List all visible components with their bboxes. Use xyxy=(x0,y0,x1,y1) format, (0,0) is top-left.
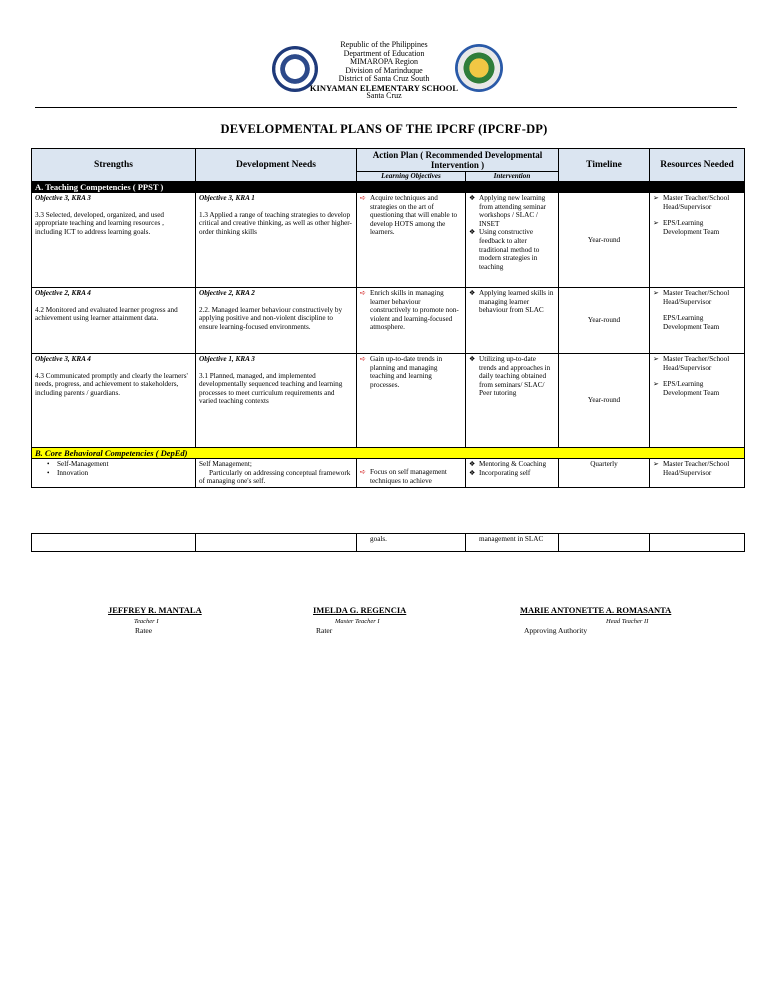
objective-cell xyxy=(357,288,466,354)
ratee-name: JEFFREY R. MANTALA xyxy=(108,605,202,615)
list-item xyxy=(653,460,741,477)
header-divider xyxy=(35,107,737,108)
list-item xyxy=(653,355,741,372)
dot-bullet-icon: • xyxy=(47,468,50,477)
need-objective: Objective 3, KRA 1 xyxy=(199,194,255,202)
list-item xyxy=(653,219,741,236)
intervention-text: Applying new learning from attending seminar workshops / SLAC / INSET xyxy=(479,194,547,228)
objective-text: Focus on self management techniques to achieve xyxy=(370,468,447,485)
arrowhead-bullet-icon: ➢ xyxy=(653,460,659,468)
timeline-cell xyxy=(559,534,650,552)
need-text: Particularly on addressing conceptual framework of managing one's self. xyxy=(199,468,351,486)
list-item xyxy=(469,228,555,271)
objective-text: Enrich skills in managing learner behaviour constructively to promote non-violent and learning-focused atmosphere. xyxy=(370,289,459,332)
resource-text: EPS/Learning Development Team xyxy=(663,219,720,236)
continuation-table xyxy=(31,533,745,552)
timeline-cell: Year-round xyxy=(559,193,650,288)
intervention-text: Incorporating self xyxy=(479,468,531,477)
resource-text: Master Teacher/School Head/Supervisor xyxy=(663,289,730,306)
list-item xyxy=(360,194,462,237)
objective-text: Acquire techniques and strategies on the art of questioning that will enable to develop HOTS among the learners. xyxy=(370,194,458,237)
timeline-cell: Year-round xyxy=(559,288,650,354)
school-name: KINYAMAN ELEMENTARY SCHOOL xyxy=(309,82,459,93)
resource-text: EPS/Learning Development Team xyxy=(663,314,720,331)
list-item xyxy=(360,468,462,485)
list-item xyxy=(47,460,192,469)
objective-cell: goals. xyxy=(357,534,466,552)
objective-cell xyxy=(357,354,466,448)
strength-text: 3.3 Selected, developed, organized, and used appropriate teaching and learning resources , including ICT to address learning goals. xyxy=(35,210,164,236)
list-item xyxy=(469,194,555,228)
intervention-text: Using constructive feedback to alter traditional method to modern strategies in teaching xyxy=(479,228,540,271)
resources-cell xyxy=(650,534,745,552)
intervention-cell xyxy=(466,459,559,488)
list-item xyxy=(360,355,462,389)
page-title: DEVELOPMENTAL PLANS OF THE IPCRF (IPCRF-DP) xyxy=(220,122,548,136)
ratee-position: Teacher I xyxy=(134,618,159,625)
resources-cell xyxy=(650,288,745,354)
dot-bullet-icon: • xyxy=(47,460,50,468)
table-row xyxy=(32,534,745,552)
approver-name: MARIE ANTONETTE A. ROMASANTA xyxy=(520,605,672,615)
need-objective: Objective 2, KRA 2 xyxy=(199,289,255,297)
objective-cell xyxy=(357,459,466,488)
col-intervention: Intervention xyxy=(466,172,559,182)
need-cell xyxy=(196,193,357,288)
arrowhead-bullet-icon: ➢ xyxy=(653,355,659,363)
need-title: Self Management; xyxy=(199,460,252,468)
table-row xyxy=(32,354,745,448)
intervention-text: Applying learned skills in managing learner behaviour from SLAC xyxy=(479,289,554,315)
resource-text: Master Teacher/School Head/Supervisor xyxy=(663,194,730,211)
table-row xyxy=(32,193,745,288)
strength-text: 4.3 Communicated promptly and clearly the learners' needs, progress, and achievement to stakeholders, including parents / guardians. xyxy=(35,371,188,397)
list-item xyxy=(360,289,462,332)
resources-cell xyxy=(650,354,745,448)
strength-cell xyxy=(32,459,196,488)
col-action-plan: Action Plan ( Recommended Developmental Intervention ) xyxy=(357,149,559,172)
need-cell xyxy=(196,354,357,448)
diamond-bullet-icon: ❖ xyxy=(469,289,476,297)
strength-objective: Objective 3, KRA 3 xyxy=(35,194,91,202)
col-learning-objectives: Learning Objectives xyxy=(357,172,466,182)
strength-text: Self-Management xyxy=(57,460,109,468)
section-teaching-competencies: A. Teaching Competencies ( PPST ) xyxy=(32,182,745,193)
table-row xyxy=(32,459,745,488)
need-cell xyxy=(196,534,357,552)
agency-header xyxy=(284,41,484,101)
strength-text: Innovation xyxy=(57,468,89,477)
resources-cell xyxy=(650,193,745,288)
timeline-cell: Year-round xyxy=(559,354,650,448)
strength-cell xyxy=(32,288,196,354)
town-name: Santa Cruz xyxy=(366,91,402,100)
list-item xyxy=(47,469,192,478)
resources-cell xyxy=(650,459,745,488)
ipcrf-dp-table xyxy=(31,148,745,488)
arrowhead-bullet-icon: ➢ xyxy=(653,219,659,228)
need-text: 3.1 Planned, managed, and implemented developmentally sequenced teaching and learning processes to meet curriculum requirements and varied teaching contexts xyxy=(199,371,343,406)
objective-cell xyxy=(357,193,466,288)
intervention-text: Utilizing up-to-date trends and approaches in daily teaching obtained from seminars/ SLAC/ Peer tutoring xyxy=(479,355,551,398)
resource-text: Master Teacher/School Head/Supervisor xyxy=(663,355,730,372)
section-core-behavioral-competencies: B. Core Behavioral Competencies ( DepEd) xyxy=(32,448,745,459)
list-item xyxy=(469,289,555,315)
resource-text: Master Teacher/School Head/Supervisor xyxy=(663,460,730,477)
approver-position: Head Teacher II xyxy=(606,618,649,625)
header-line: Republic of the Philippines xyxy=(340,40,428,49)
need-objective: Objective 1, KRA 3 xyxy=(199,355,255,363)
arrow-bullet-icon: ➪ xyxy=(360,355,366,363)
header-line: Department of Education xyxy=(343,48,425,58)
diamond-bullet-icon: ❖ xyxy=(469,460,476,468)
need-cell xyxy=(196,288,357,354)
timeline-cell: Quarterly xyxy=(559,459,650,488)
strength-text: 4.2 Monitored and evaluated learner progress and achievement using learner attainment data. xyxy=(35,305,178,323)
strength-cell xyxy=(32,193,196,288)
list-item xyxy=(653,380,741,397)
need-text: 1.3 Applied a range of teaching strategies to develop critical and creative thinking, as well as other higher-order thinking skills xyxy=(199,210,352,236)
arrowhead-bullet-icon: ➢ xyxy=(653,194,659,202)
list-item xyxy=(469,460,555,469)
need-cell xyxy=(196,459,357,488)
list-item xyxy=(653,289,741,306)
list-item xyxy=(653,314,741,331)
need-text: 2.2. Managed learner behaviour constructively by applying positive and non-violent discipline to ensure learning-focused environments. xyxy=(199,305,343,331)
intervention-cell xyxy=(466,354,559,448)
intervention-cell xyxy=(466,288,559,354)
col-strengths: Strengths xyxy=(32,149,196,182)
col-timeline: Timeline xyxy=(559,149,650,182)
diamond-bullet-icon: ❖ xyxy=(469,468,476,477)
col-development-needs: Development Needs xyxy=(196,149,357,182)
intervention-cell: management in SLAC xyxy=(466,534,559,552)
strength-objective: Objective 2, KRA 4 xyxy=(35,289,91,297)
strength-objective: Objective 3, KRA 4 xyxy=(35,355,91,363)
resource-text: EPS/Learning Development Team xyxy=(663,380,720,397)
arrow-bullet-icon: ➪ xyxy=(360,289,366,297)
arrowhead-bullet-icon: ➢ xyxy=(653,380,659,389)
strength-cell xyxy=(32,534,196,552)
arrowhead-bullet-icon: ➢ xyxy=(653,289,659,297)
diamond-bullet-icon: ❖ xyxy=(469,355,476,363)
rater-name: IMELDA G. REGENCIA xyxy=(313,605,407,615)
arrow-bullet-icon: ➪ xyxy=(360,468,366,476)
intervention-cell xyxy=(466,193,559,288)
approver-role: Approving Authority xyxy=(524,626,588,635)
table-row xyxy=(32,288,745,354)
header-line: Division of Marinduque xyxy=(345,65,423,75)
diamond-bullet-icon: ❖ xyxy=(469,194,476,202)
list-item xyxy=(469,469,555,478)
ratee-role: Ratee xyxy=(135,626,153,635)
header-line: MIMAROPA Region xyxy=(350,57,418,66)
strength-cell xyxy=(32,354,196,448)
rater-position: Master Teacher I xyxy=(335,618,380,625)
list-item xyxy=(653,194,741,211)
objective-text: Gain up-to-date trends in planning and managing teaching and learning processes. xyxy=(370,355,443,389)
col-resources: Resources Needed xyxy=(650,149,745,182)
rater-role: Rater xyxy=(316,626,333,635)
arrow-bullet-icon: ➪ xyxy=(360,194,366,202)
header-line: District of Santa Cruz South xyxy=(338,74,430,83)
intervention-text: Mentoring & Coaching xyxy=(479,460,547,468)
list-item xyxy=(469,355,555,398)
diamond-bullet-icon: ❖ xyxy=(469,228,476,237)
